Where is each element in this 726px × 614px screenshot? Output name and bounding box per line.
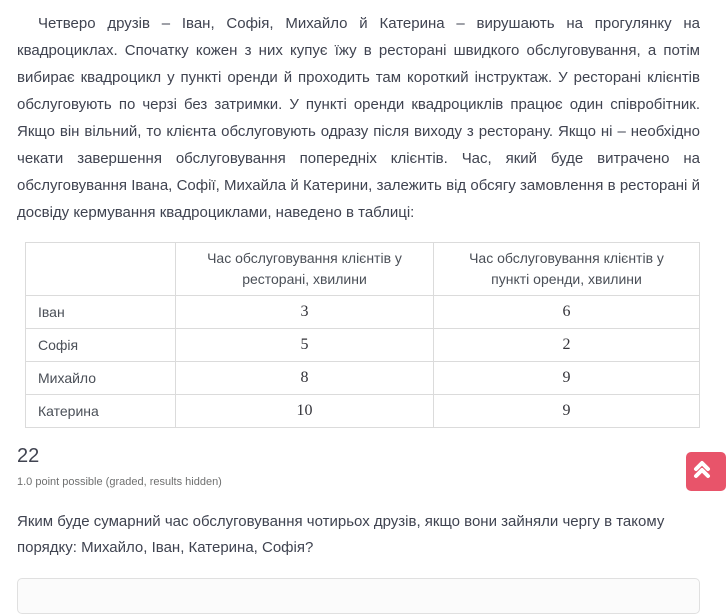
row-name: Іван [26, 296, 176, 329]
question-text: Яким буде сумарний час обслуговування чотирьох друзів, якщо вони зайняли чергу в такому порядку: Михайло, Іван, Катерина, Софія? [17, 513, 665, 556]
table-row [26, 362, 700, 395]
row-name: Софія [26, 329, 176, 362]
question-number: 22 [17, 445, 40, 467]
row-rental-minutes: 9 [434, 362, 700, 395]
header-restaurant-time: Час обслуговування клієнтів у ресторані, хвилини [176, 243, 434, 296]
row-restaurant-minutes: 10 [176, 395, 434, 428]
row-rental-minutes: 6 [434, 296, 700, 329]
row-restaurant-minutes: 5 [176, 329, 434, 362]
table-row [26, 329, 700, 362]
answer-input[interactable] [17, 578, 700, 614]
table-corner-cell [26, 243, 176, 296]
back-to-top-button[interactable] [686, 452, 726, 491]
row-restaurant-minutes: 8 [176, 362, 434, 395]
row-name: Катерина [26, 395, 176, 428]
table-row [26, 395, 700, 428]
table-row [26, 296, 700, 329]
row-rental-minutes: 2 [434, 329, 700, 362]
row-rental-minutes: 9 [434, 395, 700, 428]
row-name: Михайло [26, 362, 176, 395]
chevrons-up-icon [686, 452, 713, 480]
header-rental-time: Час обслуговування клієнтів у пункті оренди, хвилини [434, 243, 700, 296]
row-restaurant-minutes: 3 [176, 296, 434, 329]
problem-intro-text: Четверо друзів – Іван, Софія, Михайло й Катерина – вирушають на прогулянку на квадроциклах. Спочатку кожен з них купує їжу в ресторані швидкого обслуговування, а потім вибирає квадроцикл у пункті оренди й проходить там короткий інструктаж. У ресторані клієнтів обслуговують по черзі без затримки. У пункті оренди квадроциклів працює один співробітник. Якщо він вільний, то клієнта обслуговують одразу після виходу з ресторану. Якщо ні – необхідно чекати завершення обслуговування попередніх клієнтів. Час, який буде витрачено на обслуговування Івана, Софії, Михайла й Катерини, залежить від обсягу замовлення в ресторані й досвіду кермування квадроциклами, наведено в таблиці: [17, 15, 700, 221]
table-header-row [26, 243, 700, 296]
points-possible-label: 1.0 point possible (graded, results hidden) [17, 476, 222, 488]
service-times-table [25, 242, 700, 428]
